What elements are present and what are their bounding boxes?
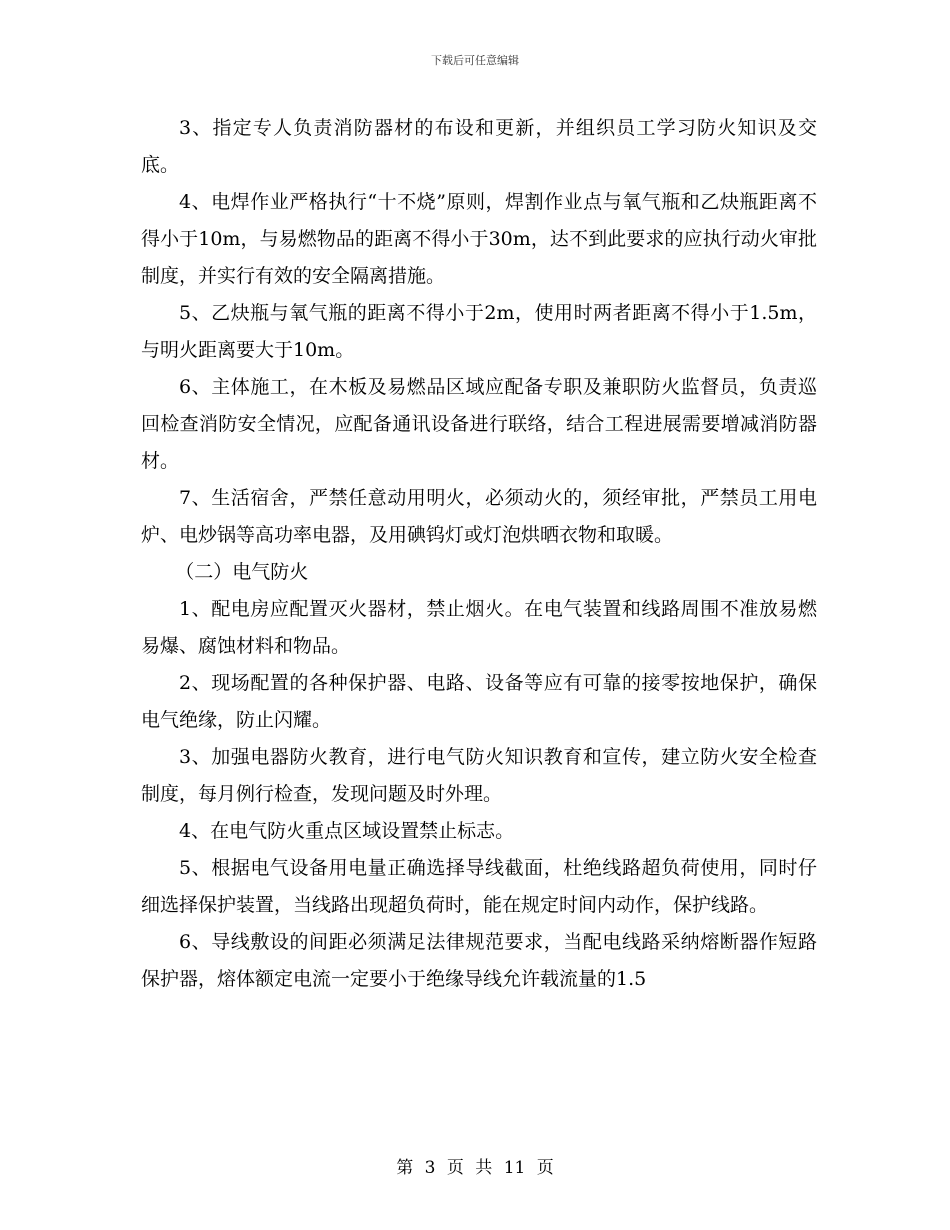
paragraph-grounding-protection: 2、现场配置的各种保护器、电路、设备等应有可靠的接零按地保护，确保电气绝缘，防止闪耀。: [141, 672, 817, 731]
paragraph-distribution-room: 1、配电房应配置灭火器材，禁止烟火。在电气装置和线路周围不准放易燃易爆、腐蚀材料和物品。: [141, 598, 817, 657]
document-body: [141, 110, 817, 998]
paragraph-gas-cylinder-distance: 5、乙炔瓶与氧气瓶的距离不得小于2m，使用时两者距离不得小于1.5m，与明火距离要大于10m。: [141, 302, 817, 361]
page-header: 下载后可任意编辑: [431, 54, 519, 67]
paragraph-fire-equipment: 3、指定专人负责消防器材的布设和更新，并组织员工学习防火知识及交底。: [141, 117, 817, 176]
paragraph-warning-signs: 4、在电气防火重点区域设置禁止标志。: [179, 820, 515, 842]
paragraph-fire-supervisor: 6、主体施工，在木板及易燃品区域应配备专职及兼职防火监督员，负责巡回检查消防安全情况，应配备通讯设备进行联络，结合工程进展需要增减消防器材。: [141, 376, 817, 472]
paragraph-fire-education: 3、加强电器防火教育，进行电气防火知识教育和宣传，建立防火安全检查制度，每月例行检查，发现问题及时外理。: [141, 746, 817, 805]
paragraph-wire-spacing: 6、导线敷设的间距必须满足法律规范要求，当配电线路采纳熔断器作短路保护器，熔体额定电流一定要小于绝缘导线允许载流量的1.5: [141, 931, 817, 990]
section-heading-electrical-fire: （二）电气防火: [175, 561, 309, 583]
paragraph-wire-selection: 5、根据电气设备用电量正确选择导线截面，杜绝线路超负荷使用，同时仔细选择保护装置，当线路出现超负荷时，能在规定时间内动作，保护线路。: [141, 857, 817, 916]
paragraph-dormitory-rules: 7、生活宿舍，严禁任意动用明火，必须动火的，须经审批，严禁员工用电炉、电炒锅等高功率电器，及用碘钨灯或灯泡烘晒衣物和取暖。: [141, 487, 817, 546]
page-footer: 第 3 页 共 11 页: [396, 1158, 554, 1178]
paragraph-welding-rules: 4、电焊作业严格执行“十不烧”原则，焊割作业点与氧气瓶和乙炔瓶距离不得小于10m，与易燃物品的距离不得小于30m，达不到此要求的应执行动火审批制度，并实行有效的安全隔离措施。: [141, 191, 817, 287]
